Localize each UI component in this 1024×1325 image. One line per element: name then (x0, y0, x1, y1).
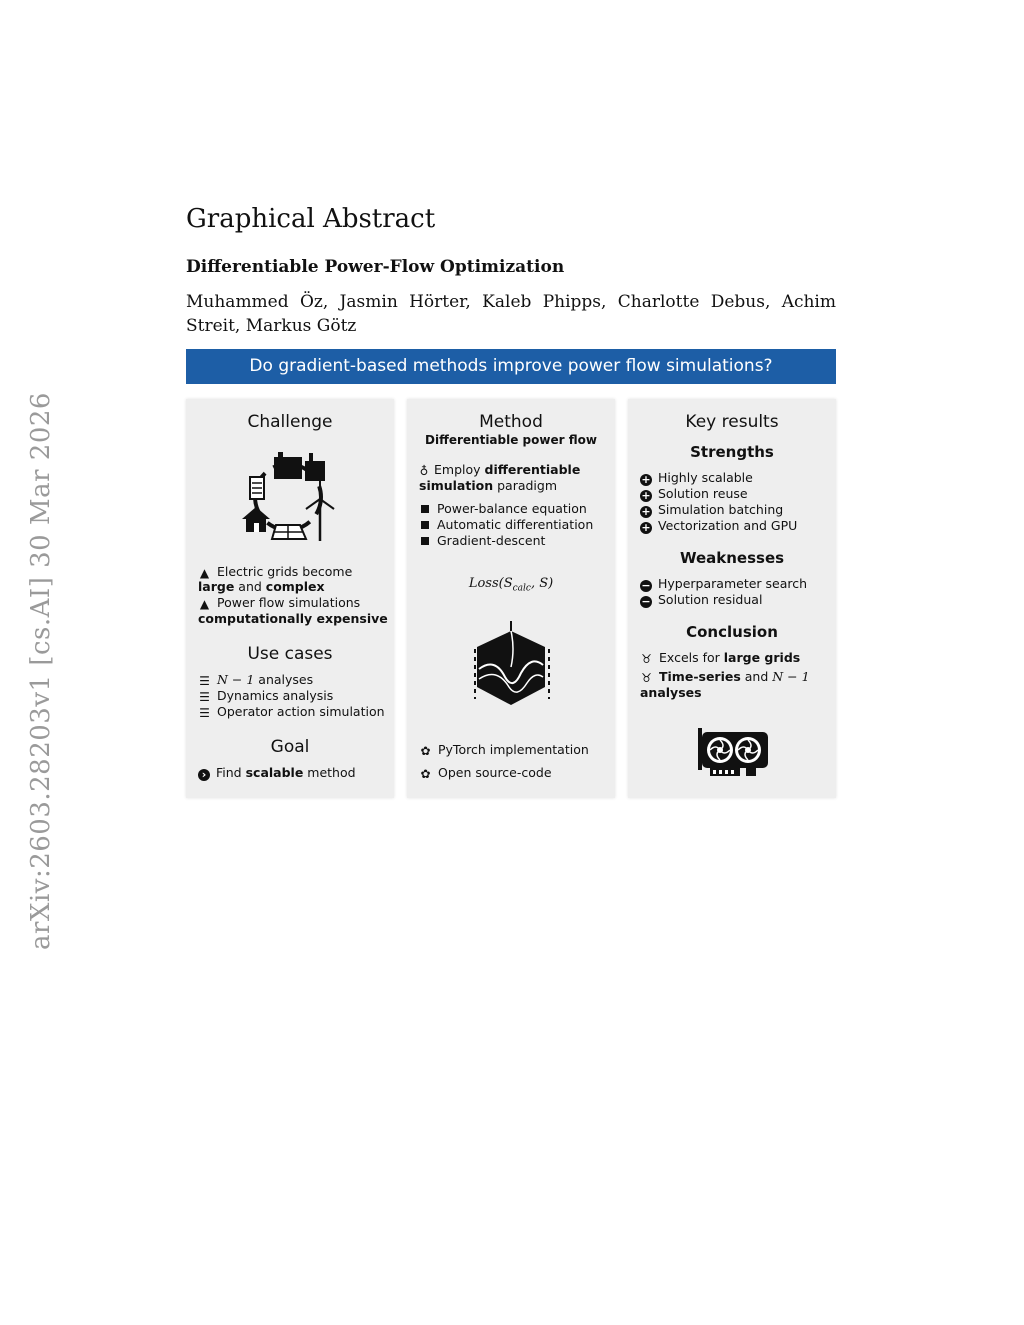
minus-circle-icon: − (641, 579, 651, 592)
key-results-title: Key results (685, 412, 779, 432)
gear-icon: ✿ (420, 766, 431, 781)
medal-icon: ♉ (641, 651, 652, 666)
method-bullet: Gradient-descent (419, 533, 545, 548)
method-bullet: Power-balance equation (419, 501, 587, 516)
medal-icon: ♉ (641, 670, 652, 685)
gear-icon: ✿ (420, 743, 431, 758)
method-subtitle: Differentiable power flow (425, 433, 597, 447)
warning-grid-growth-cont: large and complex (198, 579, 325, 594)
conclusion-item-cont: analyses (640, 685, 702, 700)
weakness-item: − Solution residual (641, 592, 763, 608)
gpu-card-icon (696, 726, 770, 780)
graphical-abstract-heading: Graphical Abstract (186, 204, 436, 234)
goal-title: Goal (270, 737, 310, 757)
arrow-circle-icon: › (198, 769, 210, 781)
use-case-item: ☰ N − 1 analyses (199, 672, 314, 688)
implementation-item: ✿ Open source-code (420, 765, 552, 781)
minus-circle-icon: − (641, 595, 651, 608)
strengths-title: Strengths (690, 443, 774, 461)
square-bullet-icon (421, 537, 429, 545)
strength-item: + Simulation batching (641, 502, 784, 518)
checklist-icon: ☰ (199, 673, 210, 688)
conclusion-item: ♉ Excels for large grids (641, 650, 801, 666)
research-question-banner: Do gradient-based methods improve power flow simulations? (186, 349, 836, 384)
loss-surface-icon (465, 619, 557, 711)
use-case-item: ☰ Dynamics analysis (199, 688, 334, 704)
checklist-icon: ☰ (199, 705, 210, 720)
weaknesses-title: Weaknesses (679, 549, 785, 567)
loss-formula: $Loss(S_{calc}$, S) (468, 576, 554, 594)
square-bullet-icon (421, 505, 429, 513)
weakness-item: − Hyperparameter search (641, 576, 808, 592)
employ-line: ♁ Employ differentiable (419, 462, 581, 478)
method-bullet: Automatic differentiation (419, 517, 593, 532)
key-results-panel (628, 399, 836, 798)
conclusion-title: Conclusion (686, 623, 778, 641)
warning-icon: ▲ (199, 565, 210, 580)
checklist-icon: ☰ (199, 689, 210, 704)
plus-circle-icon: + (641, 489, 651, 502)
conclusion-item: ♉ Time-series and N − 1 (641, 669, 810, 685)
warning-icon: ▲ (199, 596, 210, 611)
use-case-item: ☰ Operator action simulation (199, 704, 385, 720)
square-bullet-icon (421, 521, 429, 529)
method-panel (407, 399, 615, 798)
lightbulb-icon: ♁ (419, 463, 429, 478)
paper-title: Differentiable Power-Flow Optimization (186, 257, 565, 277)
challenge-panel (186, 399, 394, 798)
challenge-title: Challenge (247, 412, 333, 432)
energy-grid-icon (242, 451, 338, 543)
plus-circle-icon: + (641, 473, 651, 486)
strength-item: + Solution reuse (641, 486, 748, 502)
plus-circle-icon: + (641, 505, 651, 518)
warning-simulation-cost: ▲ Power flow simulations (199, 595, 361, 611)
strength-item: + Vectorization and GPU (641, 518, 798, 534)
implementation-item: ✿ PyTorch implementation (420, 742, 589, 758)
strength-item: + Highly scalable (641, 470, 753, 486)
warning-grid-growth: ▲ Electric grids become (199, 564, 353, 580)
goal-item: › Find scalable method (198, 765, 356, 781)
arxiv-identifier: arXiv:2603.28203v1 [cs.AI] 30 Mar 2026 (26, 392, 56, 950)
use-cases-title: Use cases (247, 644, 333, 664)
method-title: Method (479, 412, 543, 432)
warning-simulation-cost-cont: computationally expensive (198, 611, 388, 626)
plus-circle-icon: + (641, 521, 651, 534)
author-list: Muhammed Öz, Jasmin Hörter, Kaleb Phipps, Charlotte Debus, Achim Streit, Markus Götz (186, 292, 836, 336)
employ-line-cont: simulation paradigm (419, 478, 558, 493)
